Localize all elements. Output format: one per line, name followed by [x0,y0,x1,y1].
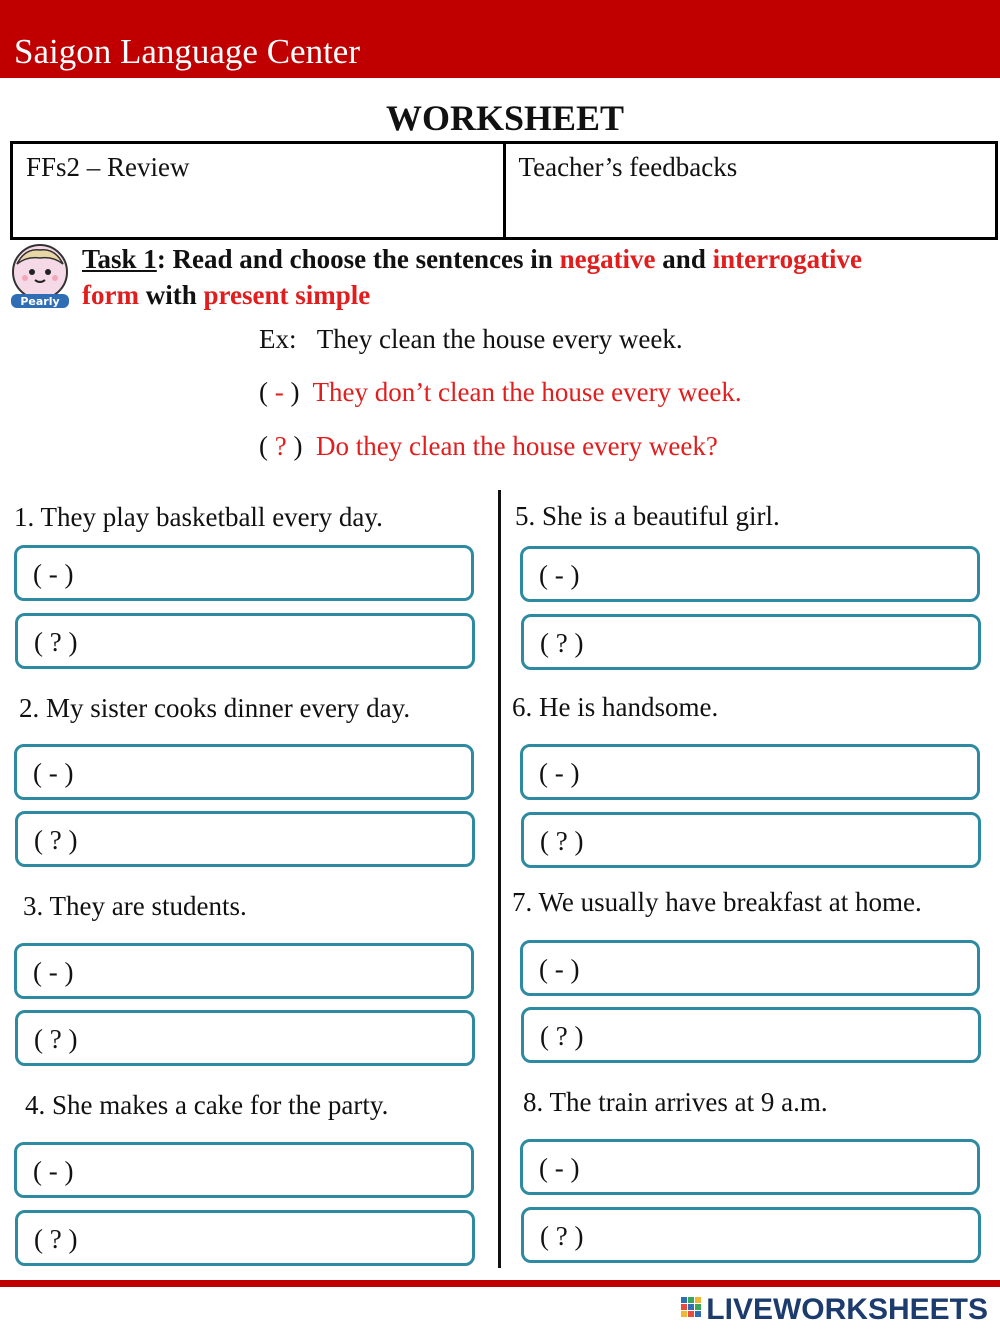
lesson-cell: FFs2 – Review [26,152,190,182]
example-question [259,429,718,463]
worksheet-title: WORKSHEET [385,98,625,138]
example-sentence [259,322,683,356]
example-negative [259,375,742,409]
question-label: ( ? ) [34,627,78,657]
answer-8-negative[interactable] [520,1139,980,1195]
task-text-1: : Read and choose the sentences in [156,244,560,274]
example-negative-text: They don’t clean the house every week. [312,377,742,407]
paren-close: ) [286,431,303,461]
negative-label: ( - ) [539,758,580,788]
question-4: 4. She makes a cake for the party. [25,1090,389,1120]
question-2: 2. My sister cooks dinner every day. [19,693,411,723]
minus-symbol: - [274,377,284,407]
answer-3-negative[interactable] [14,943,474,999]
task-instruction [82,241,982,313]
paren-open: ( [259,377,275,407]
liveworksheets-icon [680,1296,704,1324]
negative-label: ( - ) [33,1156,74,1186]
answer-7-negative[interactable] [520,940,980,996]
question-label: ( ? ) [540,826,584,856]
footer-line [0,1280,1000,1287]
liveworksheets-logo[interactable] [680,1291,988,1329]
svg-text:Pearly: Pearly [20,295,60,308]
negative-label: ( - ) [33,957,74,987]
negative-label: ( - ) [33,559,74,589]
answer-2-negative[interactable] [14,744,474,800]
question-8: 8. The train arrives at 9 a.m. [523,1087,828,1117]
info-table [10,141,998,240]
example-question-text: Do they clean the house every week? [315,431,718,461]
answer-7-question[interactable] [521,1007,981,1063]
question-label: ( ? ) [34,825,78,855]
negative-label: ( - ) [33,758,74,788]
question-symbol: ? [274,431,287,461]
question-label: ( ? ) [34,1024,78,1054]
question-label: ( ? ) [540,1221,584,1251]
task-tense: present simple [203,280,371,310]
answer-1-question[interactable] [15,613,475,669]
task-label: Task 1 [82,244,157,274]
mascot-icon [5,242,75,310]
answer-5-negative[interactable] [520,546,980,602]
task-and: and [655,244,713,274]
question-5: 5. She is a beautiful girl. [515,501,780,531]
brand-name: Saigon Language Center [14,32,361,71]
answer-4-negative[interactable] [14,1142,474,1198]
example-prefix: Ex: [259,324,297,354]
answer-3-question[interactable] [15,1010,475,1066]
task-with: with [138,280,204,310]
feedback-cell: Teacher’s feedbacks [503,144,996,237]
column-divider [498,490,501,1268]
question-7: 7. We usually have breakfast at home. [512,887,922,917]
paren-close: ) [283,377,300,407]
answer-4-question[interactable] [15,1210,475,1266]
question-label: ( ? ) [34,1224,78,1254]
example-text: They clean the house every week. [316,324,683,354]
question-3: 3. They are students. [23,891,247,921]
answer-2-question[interactable] [15,811,475,867]
answer-6-question[interactable] [521,812,981,868]
question-label: ( ? ) [540,1021,584,1051]
question-label: ( ? ) [540,628,584,658]
question-6: 6. He is handsome. [512,692,719,722]
answer-1-negative[interactable] [14,545,474,601]
negative-label: ( - ) [539,1153,580,1183]
task-interrogative: interrogative [712,244,863,274]
negative-label: ( - ) [539,954,580,984]
question-1: 1. They play basketball every day. [14,502,383,532]
negative-label: ( - ) [539,560,580,590]
task-form: form [82,280,139,310]
answer-5-question[interactable] [521,614,981,670]
logo-text: LIVEWORKSHEETS [706,1293,988,1326]
answer-6-negative[interactable] [520,744,980,800]
header-bar [0,0,1000,78]
task-negative: negative [559,244,656,274]
answer-8-question[interactable] [521,1207,981,1263]
paren-open: ( [259,431,275,461]
